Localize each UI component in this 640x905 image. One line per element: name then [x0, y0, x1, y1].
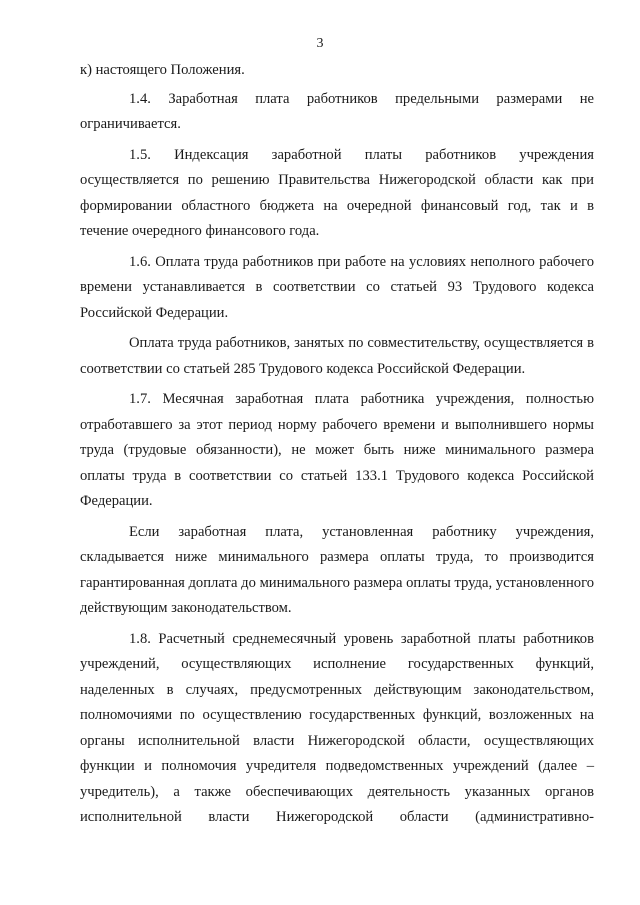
paragraph-1-4: 1.4. Заработная плата работников предельными размерами не ограничивается.	[80, 90, 594, 132]
paragraph-1-7: 1.7. Месячная заработная плата работника учреждения, полностью отработавшего за этот период норму рабочего времени и выполнившего нормы труда (трудовые обязанности), не может быть ниже минимального размера оплаты труда в соответствии со статьей 133.1 Трудового кодекса Российской Федерации.	[80, 391, 594, 509]
document-body	[80, 58, 594, 831]
paragraph-part-time: Оплата труда работников, занятых по совместительству, осуществляется в соответствии со статьей 285 Трудового кодекса Российской Федерации.	[80, 335, 594, 377]
paragraph-1-6: 1.6. Оплата труда работников при работе на условиях неполного рабочего времени устанавливается в соответствии со статьей 93 Трудового кодекса Российской Федерации.	[80, 253, 594, 321]
paragraph-1-8: 1.8. Расчетный среднемесячный уровень заработной платы работников учреждений, осуществляющих исполнение государственных функций, наделенных в случаях, предусмотренных действующим законодательством, полномочиями по осуществлению государственных функций, возложенных на органы исполнительной власти Нижегородской области, осуществляющих функции и полномочия учредителя подведомственных учреждений (далее – учредитель), а также обеспечивающих деятельность указанных органов исполнительной власти Нижегородской области (административно-	[80, 630, 594, 825]
paragraph-minimum-wage: Если заработная плата, установленная работнику учреждения, складывается ниже минимального размера оплаты труда, то производится гарантированная доплата до минимального размера оплаты труда, установленного действующим законодательством.	[80, 523, 594, 616]
paragraph-1-5: 1.5. Индексация заработной платы работников учреждения осуществляется по решению Правительства Нижегородской области как при формировании областного бюджета на очередной финансовый год, так и в течение очередного финансового года.	[80, 146, 594, 239]
page-number: 3	[316, 36, 324, 51]
paragraph-continuation: к) настоящего Положения.	[80, 62, 245, 78]
